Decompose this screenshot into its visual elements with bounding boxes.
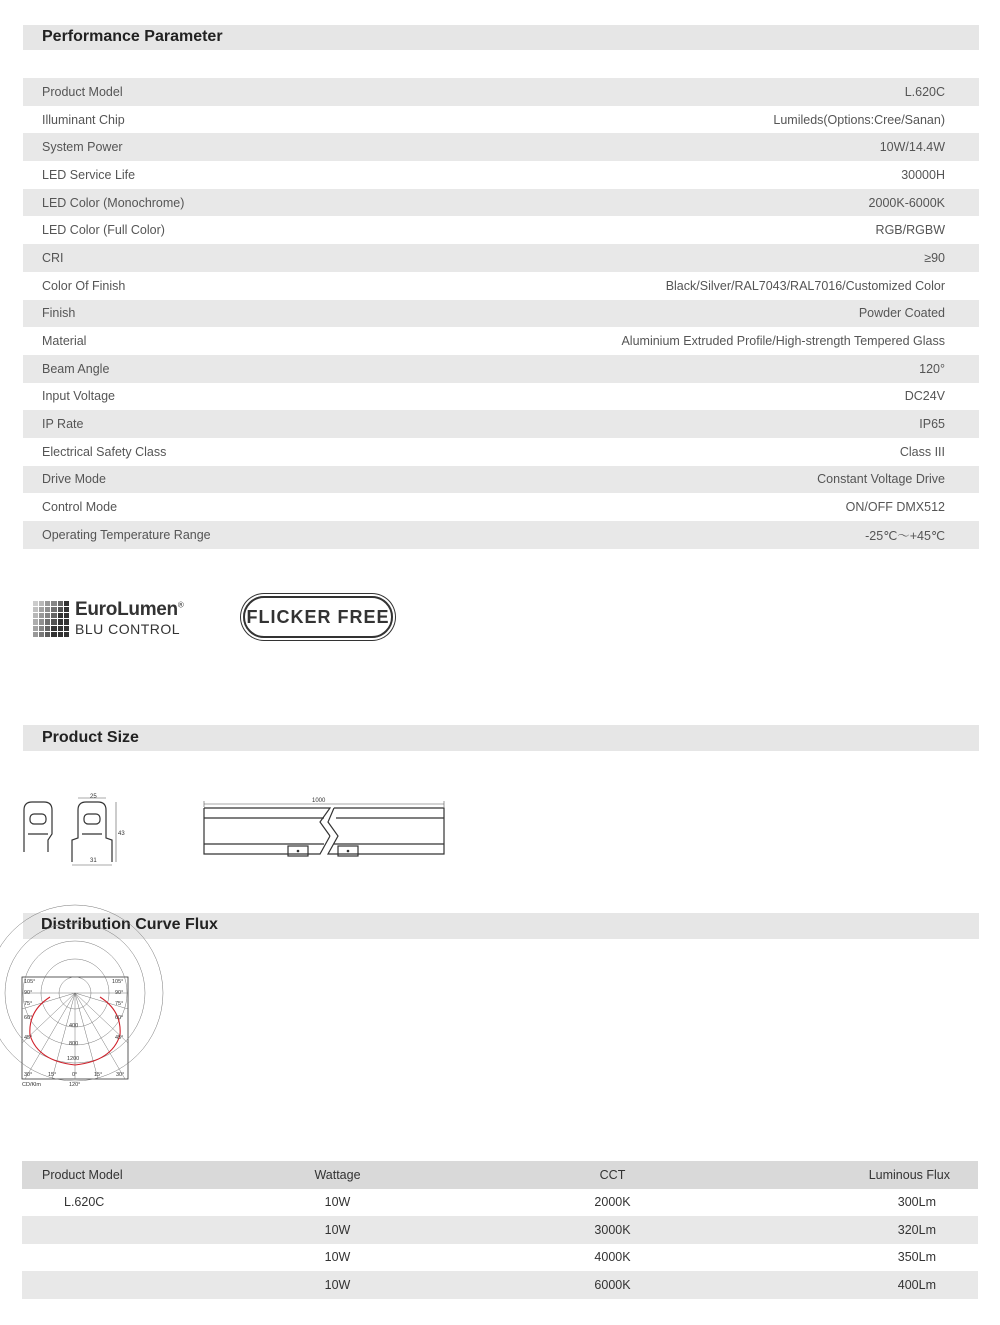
eurolumen-subtitle: BLU CONTROL: [75, 621, 181, 637]
distribution-title: Distribution Curve Flux: [41, 916, 218, 933]
parameters-table: [23, 78, 979, 549]
angle-right-45: 45°: [115, 1035, 124, 1041]
header-cct: CCT: [599, 1167, 626, 1182]
param-row: LED Color (Monochrome) 2000K-6000K: [23, 189, 979, 217]
param-row: System Power 10W/14.4W: [23, 133, 979, 161]
angle-left-45: 45°: [24, 1035, 33, 1041]
angle-left-105: 105°: [24, 979, 36, 985]
param-row: Beam Angle 120°: [23, 355, 979, 383]
param-row: LED Color (Full Color) RGB/RGBW: [42, 223, 945, 238]
polar-beam-angle: 120°: [69, 1082, 81, 1088]
angle-bottom-0: 0°: [72, 1072, 78, 1078]
angle-left-90: 90°: [24, 990, 33, 996]
param-row: Control Mode ON/OFF DMX512: [42, 500, 945, 515]
param-row: Input Voltage DC24V: [42, 389, 945, 404]
dim-width-top: 25: [90, 794, 97, 800]
table-row: L.620C 10W 2000K 300Lm: [64, 1195, 936, 1210]
flicker-free-badge: FLICKER FREE: [243, 596, 393, 638]
param-row: Electrical Safety Class Class III: [42, 444, 945, 459]
angle-bottom-15-right: 15°: [94, 1072, 103, 1078]
param-row: Illuminant Chip Lumileds(Options:Cree/Sanan): [42, 112, 945, 127]
profile-side-drawing: [22, 794, 142, 868]
param-row: Operating Temperature Range -25℃～+45℃: [23, 521, 979, 549]
param-row: LED Service Life 30000H: [42, 167, 945, 182]
eurolumen-name: EuroLumen®: [75, 599, 184, 620]
angle-right-60: 60°: [115, 1015, 124, 1021]
header-product-model: Product Model: [42, 1167, 123, 1182]
size-header-band: [23, 725, 979, 751]
table-header-row: [22, 1161, 978, 1189]
angle-bottom-15-left: 15°: [48, 1072, 57, 1078]
eurolumen-grid-icon: [33, 601, 69, 637]
param-row: IP Rate IP65: [23, 410, 979, 438]
dim-length: 1000: [312, 798, 326, 804]
header-luminous-flux: Luminous Flux: [868, 1167, 950, 1182]
angle-bottom-30-right: 30°: [116, 1072, 125, 1078]
profile-length-drawing: [200, 796, 450, 861]
ring-label-400: 400: [69, 1023, 79, 1029]
angle-bottom-30-left: 30°: [24, 1072, 33, 1078]
angle-right-105: 105°: [112, 979, 124, 985]
dim-height: 43: [118, 831, 125, 837]
size-title: Product Size: [42, 729, 139, 746]
table-row: 10W 6000K 400Lm: [22, 1271, 978, 1299]
polar-distribution-diagram: [20, 975, 132, 1090]
param-row: Finish Powder Coated: [23, 300, 979, 328]
param-row: Material Aluminium Extruded Profile/High-strength Tempered Glass: [42, 334, 945, 349]
angle-left-60: 60°: [24, 1015, 33, 1021]
ring-label-1200: 1200: [67, 1056, 80, 1062]
eurolumen-logo: [33, 595, 193, 641]
polar-unit: CD/Klm: [22, 1082, 41, 1088]
performance-title: Performance Parameter: [42, 28, 223, 45]
luminous-flux-table: [22, 1161, 978, 1299]
table-row: 10W 4000K 350Lm: [324, 1250, 936, 1265]
angle-right-75: 75°: [115, 1001, 124, 1007]
dim-width-bottom: 31: [90, 858, 97, 864]
param-row: Color Of Finish Black/Silver/RAL7043/RAL7016/Customized Color: [42, 278, 945, 293]
angle-right-90: 90°: [115, 990, 124, 996]
table-row: 10W 3000K 320Lm: [22, 1216, 978, 1244]
ring-label-800: 800: [69, 1041, 79, 1047]
param-row: Drive Mode Constant Voltage Drive: [23, 466, 979, 494]
header-wattage: Wattage: [314, 1167, 361, 1182]
angle-left-75: 75°: [24, 1001, 33, 1007]
param-row: CRI ≥90: [23, 244, 979, 272]
param-row: Product Model L.620C: [23, 78, 979, 106]
